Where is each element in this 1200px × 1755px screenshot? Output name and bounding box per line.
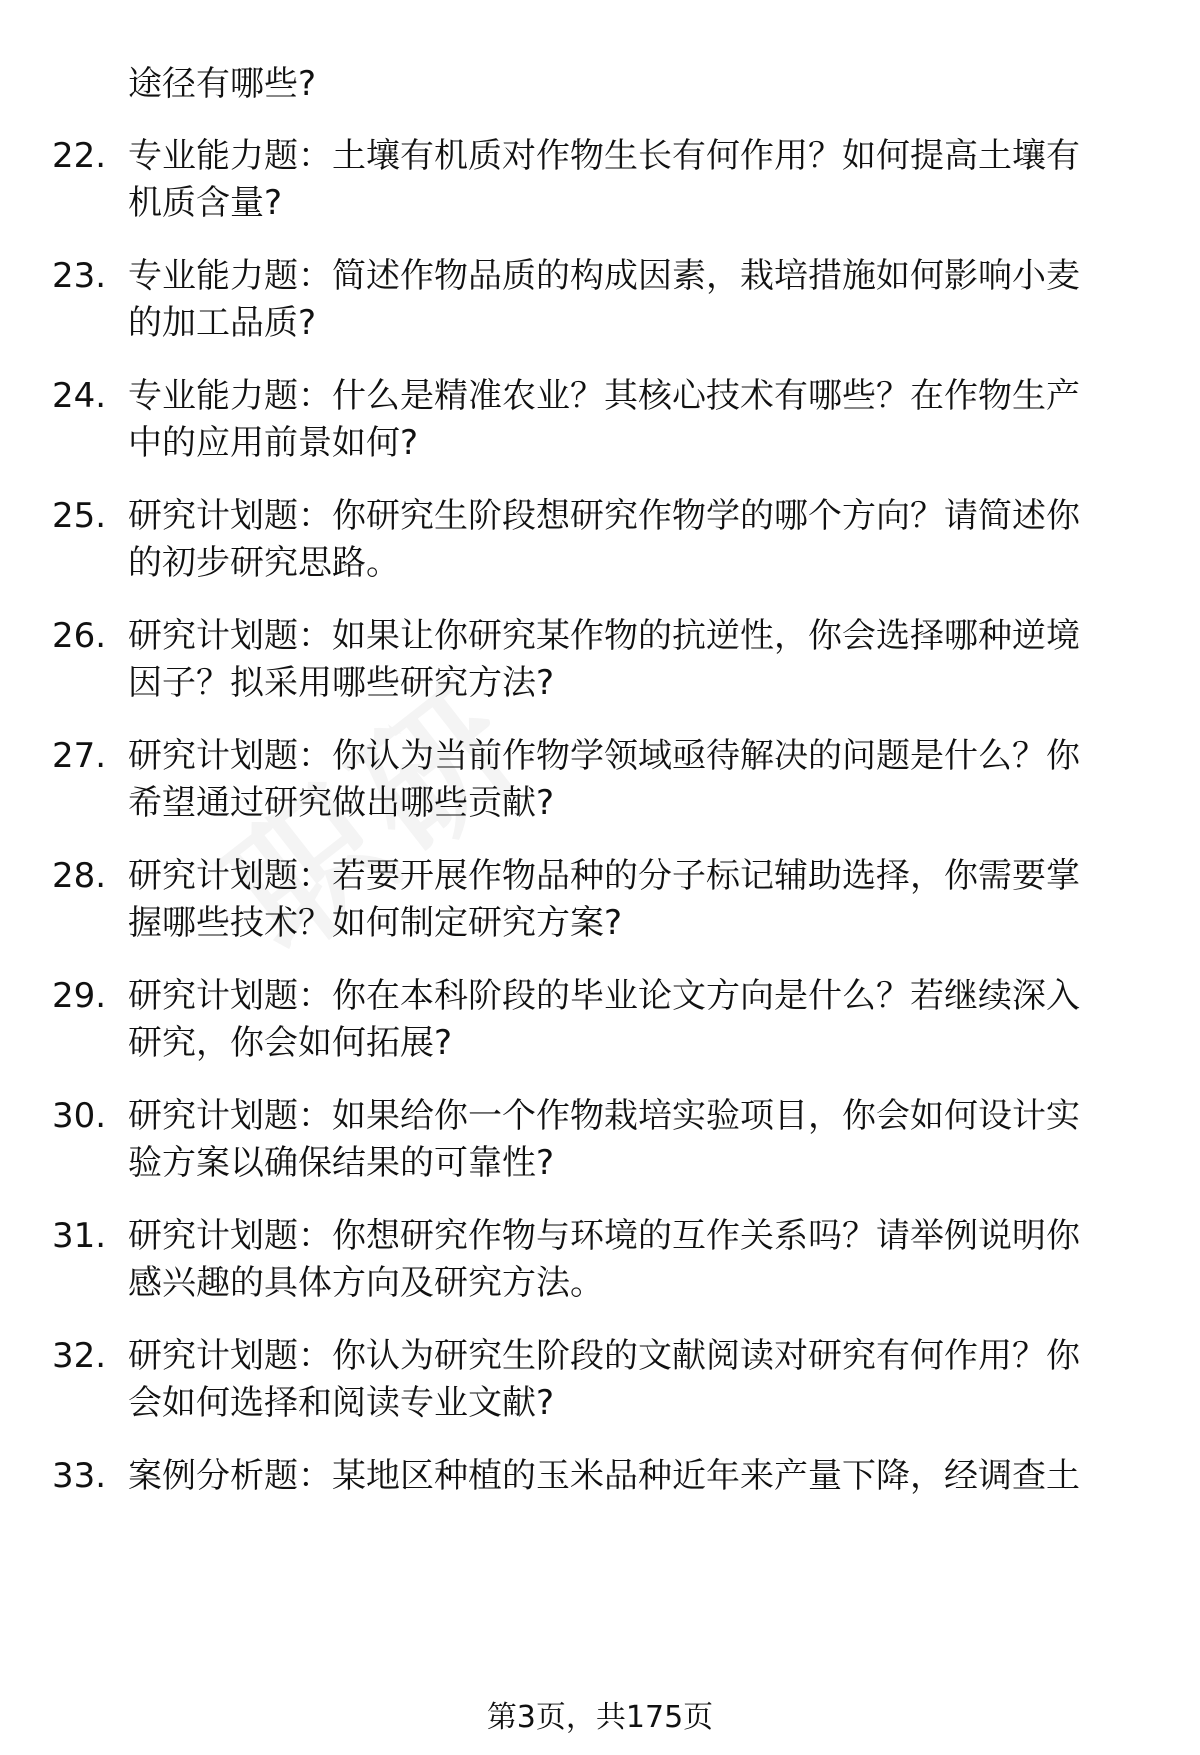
question-text-line: 会如何选择和阅读专业文献? bbox=[128, 1383, 555, 1423]
question-text-line: 专业能力题：简述作物品质的构成因素，栽培措施如何影响小麦 bbox=[128, 256, 1080, 296]
question-number: 24. bbox=[52, 376, 107, 416]
question-text-line: 的初步研究思路。 bbox=[128, 543, 400, 583]
question-text-line: 因子？拟采用哪些研究方法? bbox=[128, 663, 555, 703]
page-footer: 第3页，共175页 bbox=[486, 1700, 714, 1735]
question-text-line: 研究计划题：你认为研究生阶段的文献阅读对研究有何作用？你 bbox=[128, 1336, 1080, 1376]
question-number: 26. bbox=[52, 616, 107, 656]
question-number: 29. bbox=[52, 976, 107, 1016]
question-text-line: 案例分析题：某地区种植的玉米品种近年来产量下降，经调查土 bbox=[128, 1456, 1080, 1496]
question-text-line: 感兴趣的具体方向及研究方法。 bbox=[128, 1263, 604, 1303]
question-continuation: 途径有哪些? bbox=[128, 64, 317, 104]
question-number: 27. bbox=[52, 736, 107, 776]
question-number: 33. bbox=[52, 1456, 107, 1496]
question-text-line: 研究计划题：你想研究作物与环境的互作关系吗？请举例说明你 bbox=[128, 1216, 1080, 1256]
question-text-line: 机质含量? bbox=[128, 183, 283, 223]
question-text-line: 中的应用前景如何? bbox=[128, 423, 419, 463]
question-text-line: 研究计划题：若要开展作物品种的分子标记辅助选择，你需要掌 bbox=[128, 856, 1080, 896]
question-text-line: 验方案以确保结果的可靠性? bbox=[128, 1143, 555, 1183]
question-text-line: 研究计划题：你在本科阶段的毕业论文方向是什么？若继续深入 bbox=[128, 976, 1080, 1016]
question-number: 23. bbox=[52, 256, 107, 296]
question-number: 25. bbox=[52, 496, 107, 536]
question-text-line: 研究计划题：你认为当前作物学领域亟待解决的问题是什么？你 bbox=[128, 736, 1080, 776]
question-number: 22. bbox=[52, 136, 107, 176]
question-number: 30. bbox=[52, 1096, 107, 1136]
question-number: 31. bbox=[52, 1216, 107, 1256]
question-text-line: 研究计划题：如果给你一个作物栽培实验项目，你会如何设计实 bbox=[128, 1096, 1080, 1136]
question-number: 28. bbox=[52, 856, 107, 896]
question-text-line: 专业能力题：什么是精准农业？其核心技术有哪些？在作物生产 bbox=[128, 376, 1080, 416]
question-number: 32. bbox=[52, 1336, 107, 1376]
question-text-line: 的加工品质? bbox=[128, 303, 317, 343]
question-text-line: 研究，你会如何拓展? bbox=[128, 1023, 453, 1063]
question-text-line: 希望通过研究做出哪些贡献? bbox=[128, 783, 555, 823]
question-text-line: 专业能力题：土壤有机质对作物生长有何作用？如何提高土壤有 bbox=[128, 136, 1080, 176]
question-text-line: 握哪些技术？如何制定研究方案? bbox=[128, 903, 623, 943]
question-text-line: 研究计划题：你研究生阶段想研究作物学的哪个方向？请简述你 bbox=[128, 496, 1080, 536]
question-text-line: 研究计划题：如果让你研究某作物的抗逆性，你会选择哪种逆境 bbox=[128, 616, 1080, 656]
